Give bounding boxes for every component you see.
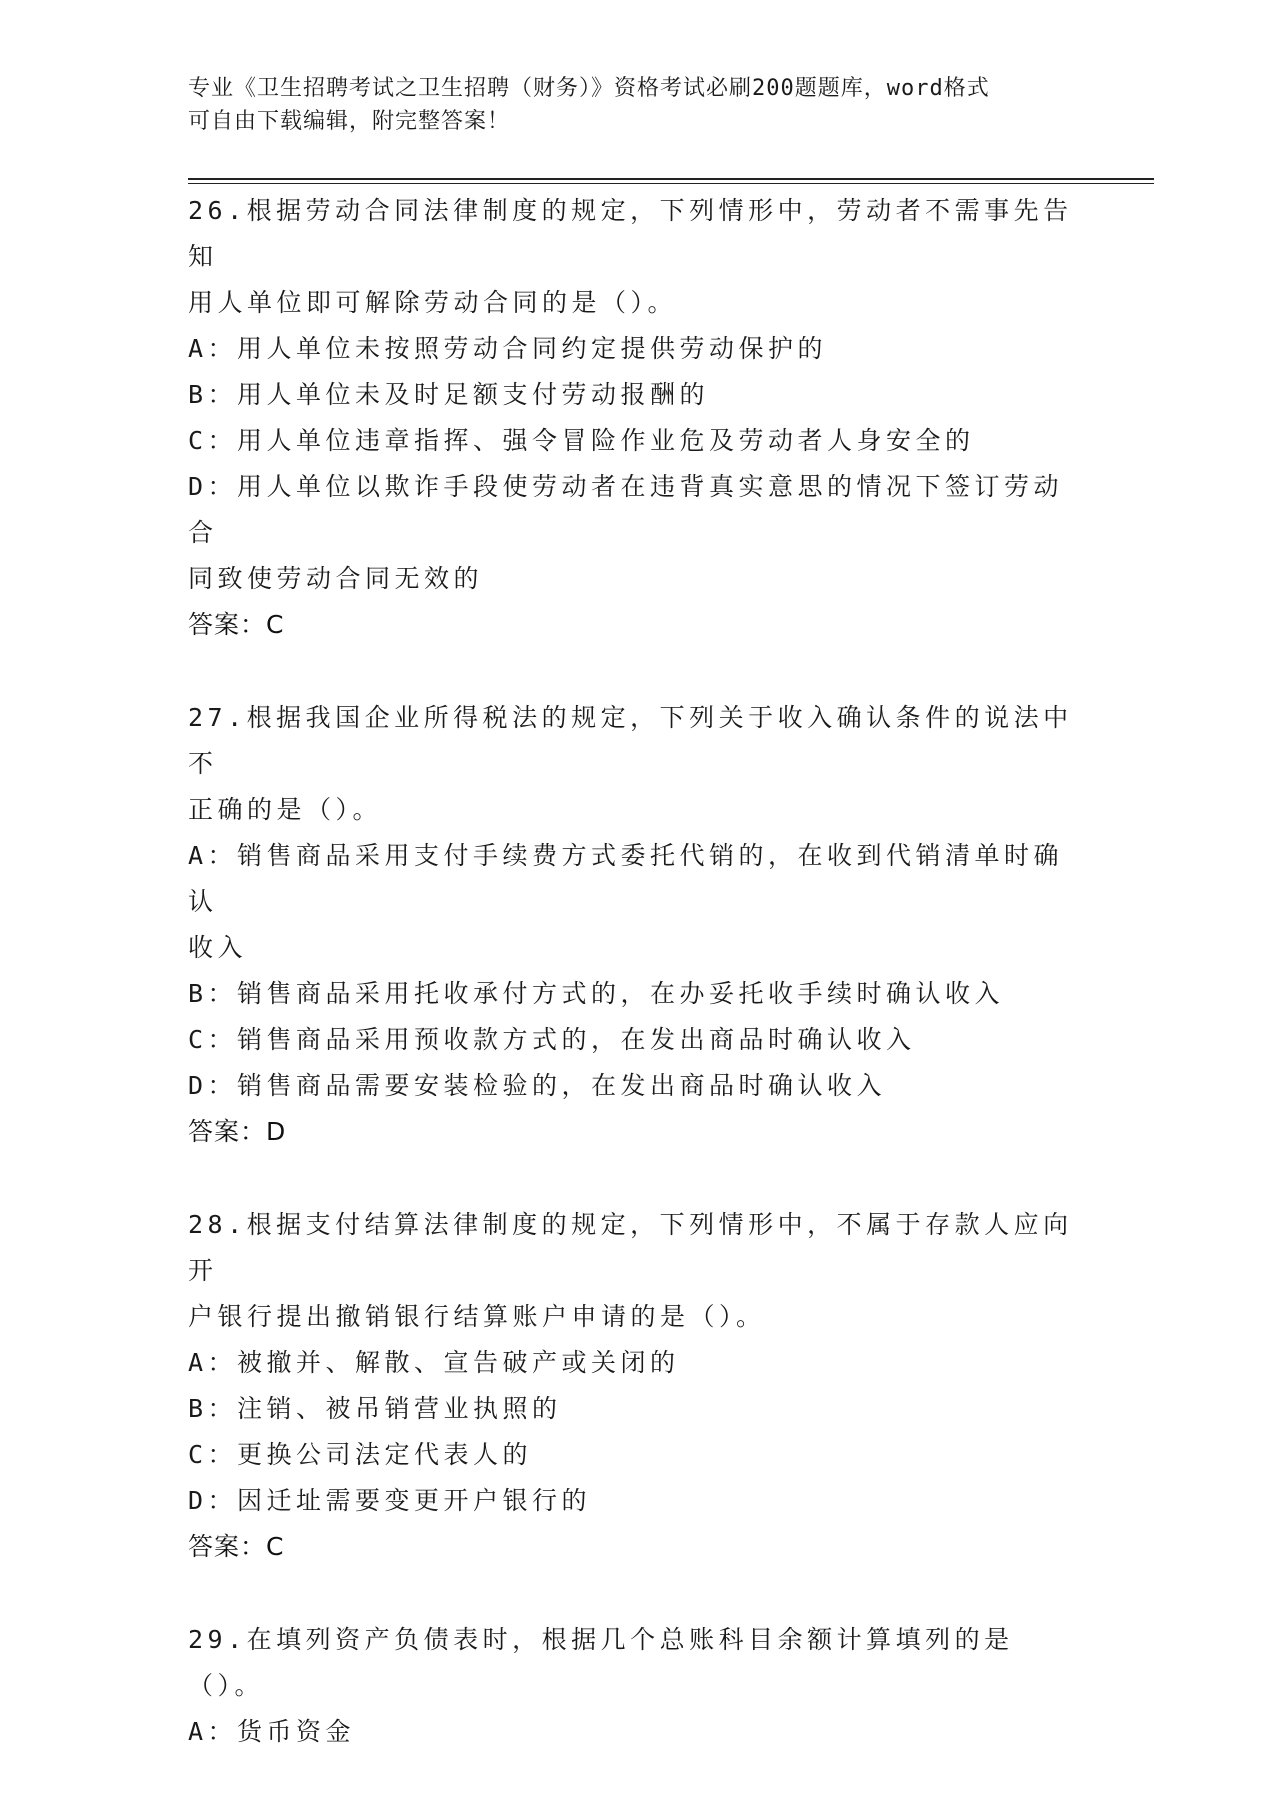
- question-stem-line: 正确的是（）。: [188, 795, 383, 824]
- option-a: A：销售商品采用支付手续费方式委托代销的，在收到代销清单时确认: [188, 841, 1064, 916]
- option-a: A：货币资金: [188, 1717, 356, 1746]
- question-29: [188, 1617, 1088, 1755]
- option-b: B：用人单位未及时足额支付劳动报酬的: [188, 380, 710, 409]
- question-stem-line: 用人单位即可解除劳动合同的是（）。: [188, 288, 678, 317]
- question-stem-line: 28.根据支付结算法律制度的规定，下列情形中，不属于存款人应向开: [188, 1210, 1073, 1285]
- document-header: [188, 72, 1088, 138]
- option-d-continued: 同致使劳动合同无效的: [188, 564, 484, 593]
- option-d: D：因迁址需要变更开户银行的: [188, 1486, 592, 1515]
- option-b: B：销售商品采用托收承付方式的，在办妥托收手续时确认收入: [188, 979, 1005, 1008]
- question-stem-line: 26.根据劳动合同法律制度的规定，下列情形中，劳动者不需事先告知: [188, 196, 1073, 271]
- option-a: A：用人单位未按照劳动合同约定提供劳动保护的: [188, 334, 828, 363]
- answer: 答案：C: [188, 1532, 285, 1561]
- option-c: C：更换公司法定代表人的: [188, 1440, 533, 1469]
- option-a-continued: 收入: [188, 933, 248, 962]
- option-c: C：销售商品采用预收款方式的，在发出商品时确认收入: [188, 1025, 916, 1054]
- option-d: D：用人单位以欺诈手段使劳动者在违背真实意思的情况下签订劳动合: [188, 472, 1064, 547]
- option-d: D：销售商品需要安装检验的，在发出商品时确认收入: [188, 1071, 887, 1100]
- question-stem-line: 29.在填列资产负债表时，根据几个总账科目余额计算填列的是（）。: [188, 1625, 1014, 1700]
- header-line-1: 专业《卫生招聘考试之卫生招聘（财务）》资格考试必刷200题题库，word格式: [188, 76, 990, 101]
- question-stem-line: 27.根据我国企业所得税法的规定，下列关于收入确认条件的说法中不: [188, 703, 1073, 778]
- option-b: B：注销、被吊销营业执照的: [188, 1394, 562, 1423]
- option-a: A：被撤并、解散、宣告破产或关闭的: [188, 1348, 680, 1377]
- question-27: [188, 695, 1088, 1155]
- header-rule-thin: [188, 183, 1154, 184]
- question-26: [188, 188, 1088, 648]
- option-c: C：用人单位违章指挥、强令冒险作业危及劳动者人身安全的: [188, 426, 975, 455]
- answer: 答案：C: [188, 610, 285, 639]
- question-28: [188, 1202, 1088, 1570]
- question-list: [188, 188, 1088, 1802]
- header-rule-thick: [188, 178, 1154, 180]
- answer: 答案：D: [188, 1117, 287, 1146]
- header-line-2: 可自由下载编辑，附完整答案！: [188, 109, 511, 134]
- question-stem-line: 户银行提出撤销银行结算账户申请的是（）。: [188, 1302, 766, 1331]
